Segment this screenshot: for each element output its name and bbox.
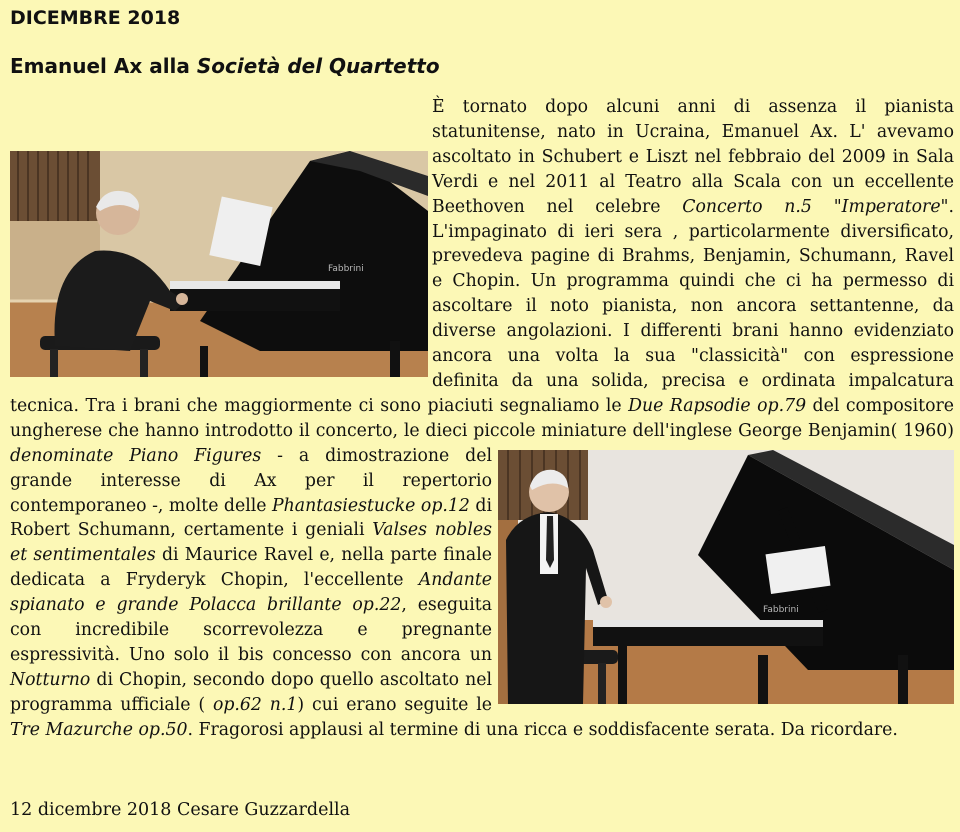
italic-op62: op.62 n.1 [212,694,298,715]
para-8: di Chopin, secondo dopo quello ascoltato nel programma ufficiale ( [10,669,492,715]
italic-concerto: Concerto n.5 "Imperatore" [682,196,949,217]
italic-piano-figures: denominate Piano Figures [10,445,262,466]
italic-notturno: Notturno [10,669,91,690]
para-10: . Fragorosi applausi al termine di una ricca e soddisfacente serata. Da ricordare. [187,719,898,740]
italic-valses: Valses nobles et sentimentales [10,520,492,566]
para-1: È tornato dopo alcuni anni di assenza il pianista statunitense, nato in Ucraina, Emanuel Ax. L' avevamo ascoltato in Schubert e Liszt nel febbraio del 2009 in Sala Verdi e nel 2011 al Teatro alla Scala con un eccellente Beethoven nel celebre [432,97,954,217]
para-2: . L'impaginato di ieri sera , particolarmente diversificato, prevedeva pagine di Brahms, Benjamin, Schumann, Ravel e Chopin. Un programma quindi che ci ha permesso di ascoltare il noto pianista, non ancora settantenne, da diverse angolazioni. I differenti brani hanno evidenziato ancora una volta la sua "classicità" con espressione definita da una solida, precisa e ordinata impalcatura tecnica. Tra i brani che maggiormente ci sono piaciuti segnaliamo le [10,196,954,416]
title-italic: Società del Quartetto [196,54,440,78]
photo-pianist-playing [10,151,428,377]
para-5: di Robert Schumann, certamente i geniali [10,495,492,541]
photo-pianist-playing-image [10,151,428,377]
italic-mazurche: Tre Mazurche op.50 [10,719,188,740]
piano-brand-label: Fabbrini [763,604,799,615]
italic-rapsodie: Due Rapsodie op.79 [628,395,807,416]
photo-pianist-standing [498,450,954,704]
piano-brand-label: Fabbrini [328,264,364,274]
italic-phantasiestucke: Phantasiestucke op.12 [272,495,470,516]
article-title [10,54,440,78]
month-heading: DICEMBRE 2018 [10,7,181,29]
article-body [10,95,954,743]
signature-line: 12 dicembre 2018 Cesare Guzzardella [10,800,351,820]
italic-andante: Andante spianato e grande Polacca brillante op.22 [10,570,492,616]
para-9: ) cui erano seguite le [297,694,492,715]
para-6: di Maurice Ravel e, nella parte finale dedicata a Fryderyk Chopin, l'eccellente [10,545,492,591]
para-4: - a dimostrazione del grande interesse di Ax per il repertorio contemporaneo -, molte delle [10,445,492,516]
photo-pianist-standing-image [498,450,954,704]
para-3: del compositore ungherese che hanno introdotto il concerto, le dieci piccole miniature dell'inglese George Benjamin( 1960) [10,395,954,441]
para-7: , eseguita con incredibile scorrevolezza e pregnante espressività. Uno solo il bis concesso con ancora un [10,595,492,665]
title-plain: Emanuel Ax alla [10,54,197,78]
